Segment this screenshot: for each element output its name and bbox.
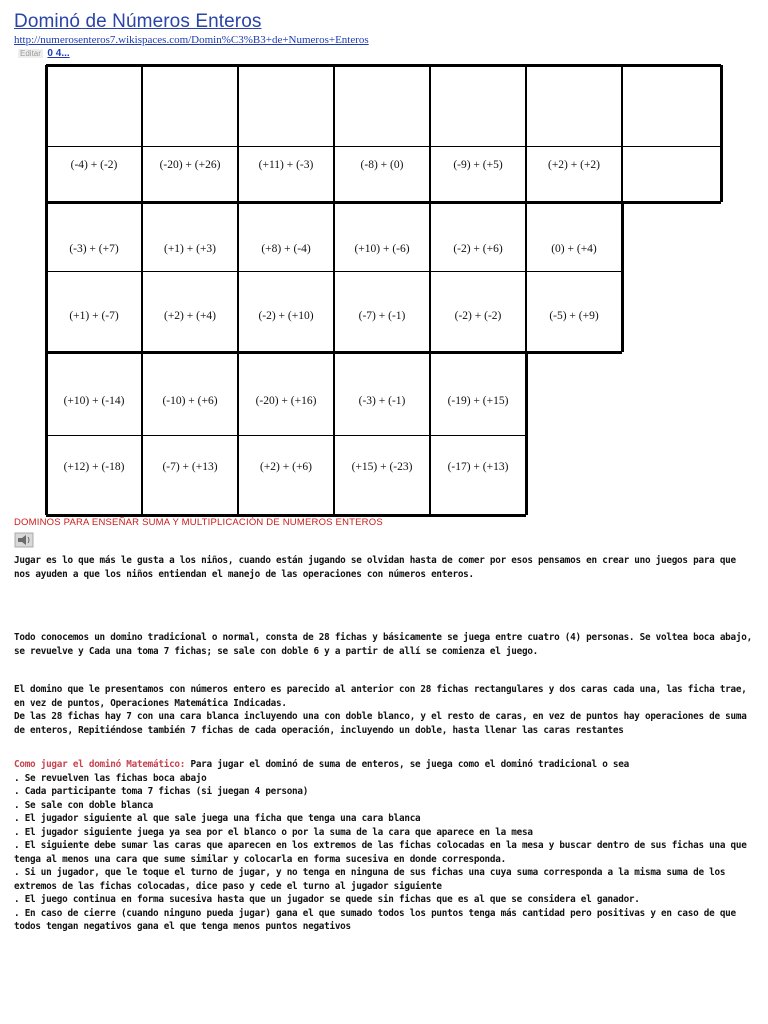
tile-border — [237, 65, 239, 202]
tile-border — [525, 65, 527, 202]
speaker-icon[interactable] — [14, 531, 34, 549]
domino-operation: (+1) + (+3) — [163, 243, 217, 255]
rule-item: . El jugador siguiente juega ya sea por el blanco o por la suma de la cara que aparece en la mesa — [14, 826, 533, 838]
domino-operation: (+15) + (-23) — [351, 461, 413, 473]
traditional-domino-paragraph: Todo conocemos un domino tradicional o normal, consta de 28 fichas y básicamente se juega entre cuatro (4) personas. Se voltea boca abajo, se revuelve y Cada una toma 7 fichas; se sale con doble 6 y a partir de allí se comienza el juego. — [14, 632, 752, 657]
tile-border — [429, 202, 431, 352]
domino-operation: (+12) + (-18) — [63, 461, 125, 473]
domino-operation: (-7) + (-1) — [358, 310, 406, 322]
domino-operation: (-9) + (+5) — [453, 159, 503, 171]
section-edit-link[interactable]: 0 4... — [47, 48, 70, 59]
section-heading: DOMINOS PARA ENSEÑAR SUMA Y MULTIPLICACIÓN DE NUMEROS ENTEROS — [14, 517, 383, 528]
tile-border — [45, 65, 48, 202]
tile-border — [333, 65, 335, 202]
rule-item: . En caso de cierre (cuando ninguno pueda jugar) gana el que sumado todos los puntos tenga más cantidad pero positivas y en caso de que todos tengan negativos gana el que tenga menos puntos negativos — [14, 907, 736, 932]
rule-item: . El siguiente debe sumar las caras que aparecen en los extremos de las fichas colocadas en la mesa y buscar dentro de sus fichas una que tenga al menos una cara que sume similar y colocarla en forma sucesiva en donde corresponda. — [14, 840, 747, 865]
domino-operation: (-20) + (+26) — [159, 159, 221, 171]
domino-operation: (+10) + (-6) — [354, 243, 410, 255]
domino-operation: (+8) + (-4) — [261, 243, 311, 255]
cell-divider — [46, 146, 721, 147]
rules-list — [14, 772, 754, 934]
tile-border — [141, 65, 143, 202]
edit-row — [18, 48, 70, 59]
domino-operation: (-3) + (-1) — [358, 395, 406, 407]
domino-operation: (-20) + (+16) — [255, 395, 317, 407]
rule-item: . Se sale con doble blanca — [14, 799, 154, 811]
integer-domino-paragraph: El domino que le presentamos con números entero es parecido al anterior con 28 fichas rectangulares y dos caras cada una, las ficha trae, en vez de puntos, Operaciones Matemática Indicadas. — [14, 684, 747, 709]
domino-operation: (-2) + (+10) — [258, 310, 314, 322]
domino-operation: (-3) + (+7) — [69, 243, 119, 255]
rules-intro: Para jugar el dominó de suma de enteros, se juega como el dominó tradicional o sea — [185, 759, 629, 770]
domino-operation: (+2) + (+6) — [259, 461, 313, 473]
rules-section — [14, 758, 754, 934]
board-border — [46, 201, 721, 204]
tiles-paragraph: De las 28 fichas hay 7 con una cara blanca incluyendo una con doble blanco, y el resto de caras, en vez de puntos hay operaciones de suma de enteros, Repitiéndose también 7 fichas de cada operación, incluyendo un doble, hasta llenar las caras restantes — [14, 711, 747, 736]
rule-item: . Se revuelven las fichas boca abajo — [14, 772, 207, 784]
domino-operation: (-2) + (+6) — [453, 243, 503, 255]
domino-operation: (-2) + (-2) — [454, 310, 502, 322]
intro-paragraph: Jugar es lo que más le gusta a los niños, cuando están jugando se olvidan hasta de comer por esos pensamos en crear uno juegos para que nos ayuden a que los niños entiendan el manejo de las operaciones con números enteros. — [14, 555, 736, 580]
domino-operation: (-8) + (0) — [360, 159, 404, 171]
domino-operation: (+11) + (-3) — [258, 159, 314, 171]
domino-operation: (-7) + (+13) — [162, 461, 218, 473]
tile-border — [525, 352, 528, 515]
tile-border — [237, 202, 239, 352]
domino-operation: (-5) + (+9) — [549, 310, 599, 322]
rules-label: Como jugar el dominó Matemático: — [14, 759, 186, 770]
tile-border — [141, 352, 143, 515]
domino-operation: (0) + (+4) — [551, 243, 597, 255]
tile-border — [720, 65, 723, 202]
tile-border — [45, 202, 48, 352]
domino-operation: (+10) + (-14) — [63, 395, 125, 407]
tile-border — [525, 202, 527, 352]
cell-divider — [46, 435, 526, 436]
page-title[interactable]: Dominó de Números Enteros — [14, 11, 262, 32]
tile-border — [333, 352, 335, 515]
rule-item: . Cada participante toma 7 fichas (si juegan 4 persona) — [14, 786, 309, 797]
rule-item: . Si un jugador, que le toque el turno de jugar, y no tenga en ninguna de sus fichas una cuya suma corresponda a la misma suma de los extremos de las fichas colocadas, dice paso y cede el turno al jugador siguiente — [14, 867, 726, 892]
rule-item: . El jugador siguiente al que sale juega una ficha que tenga una cara blanca — [14, 813, 421, 824]
tile-border — [621, 65, 623, 202]
domino-operation: (+1) + (-7) — [69, 310, 119, 322]
tile-border — [141, 202, 143, 352]
tile-border — [429, 352, 431, 515]
tile-border — [429, 65, 431, 202]
tile-border — [333, 202, 335, 352]
rule-item: . El juego continua en forma sucesiva hasta que un jugador se quede sin fichas que es al que se considera el ganador. — [14, 894, 640, 905]
domino-operation: (+2) + (+2) — [547, 159, 601, 171]
tile-border — [45, 352, 48, 515]
domino-operation: (-4) + (-2) — [70, 159, 118, 171]
domino-operation: (-19) + (+15) — [447, 395, 509, 407]
domino-operation: (-10) + (+6) — [162, 395, 218, 407]
source-url-link[interactable]: http://numerosenteros7.wikispaces.com/Domin%C3%B3+de+Numeros+Enteros — [14, 34, 369, 46]
tile-border — [237, 352, 239, 515]
board-border — [46, 64, 721, 67]
edit-button[interactable]: Editar — [20, 49, 41, 58]
tile-border — [621, 202, 624, 352]
domino-operation: (+2) + (+4) — [163, 310, 217, 322]
domino-operation: (-17) + (+13) — [447, 461, 509, 473]
